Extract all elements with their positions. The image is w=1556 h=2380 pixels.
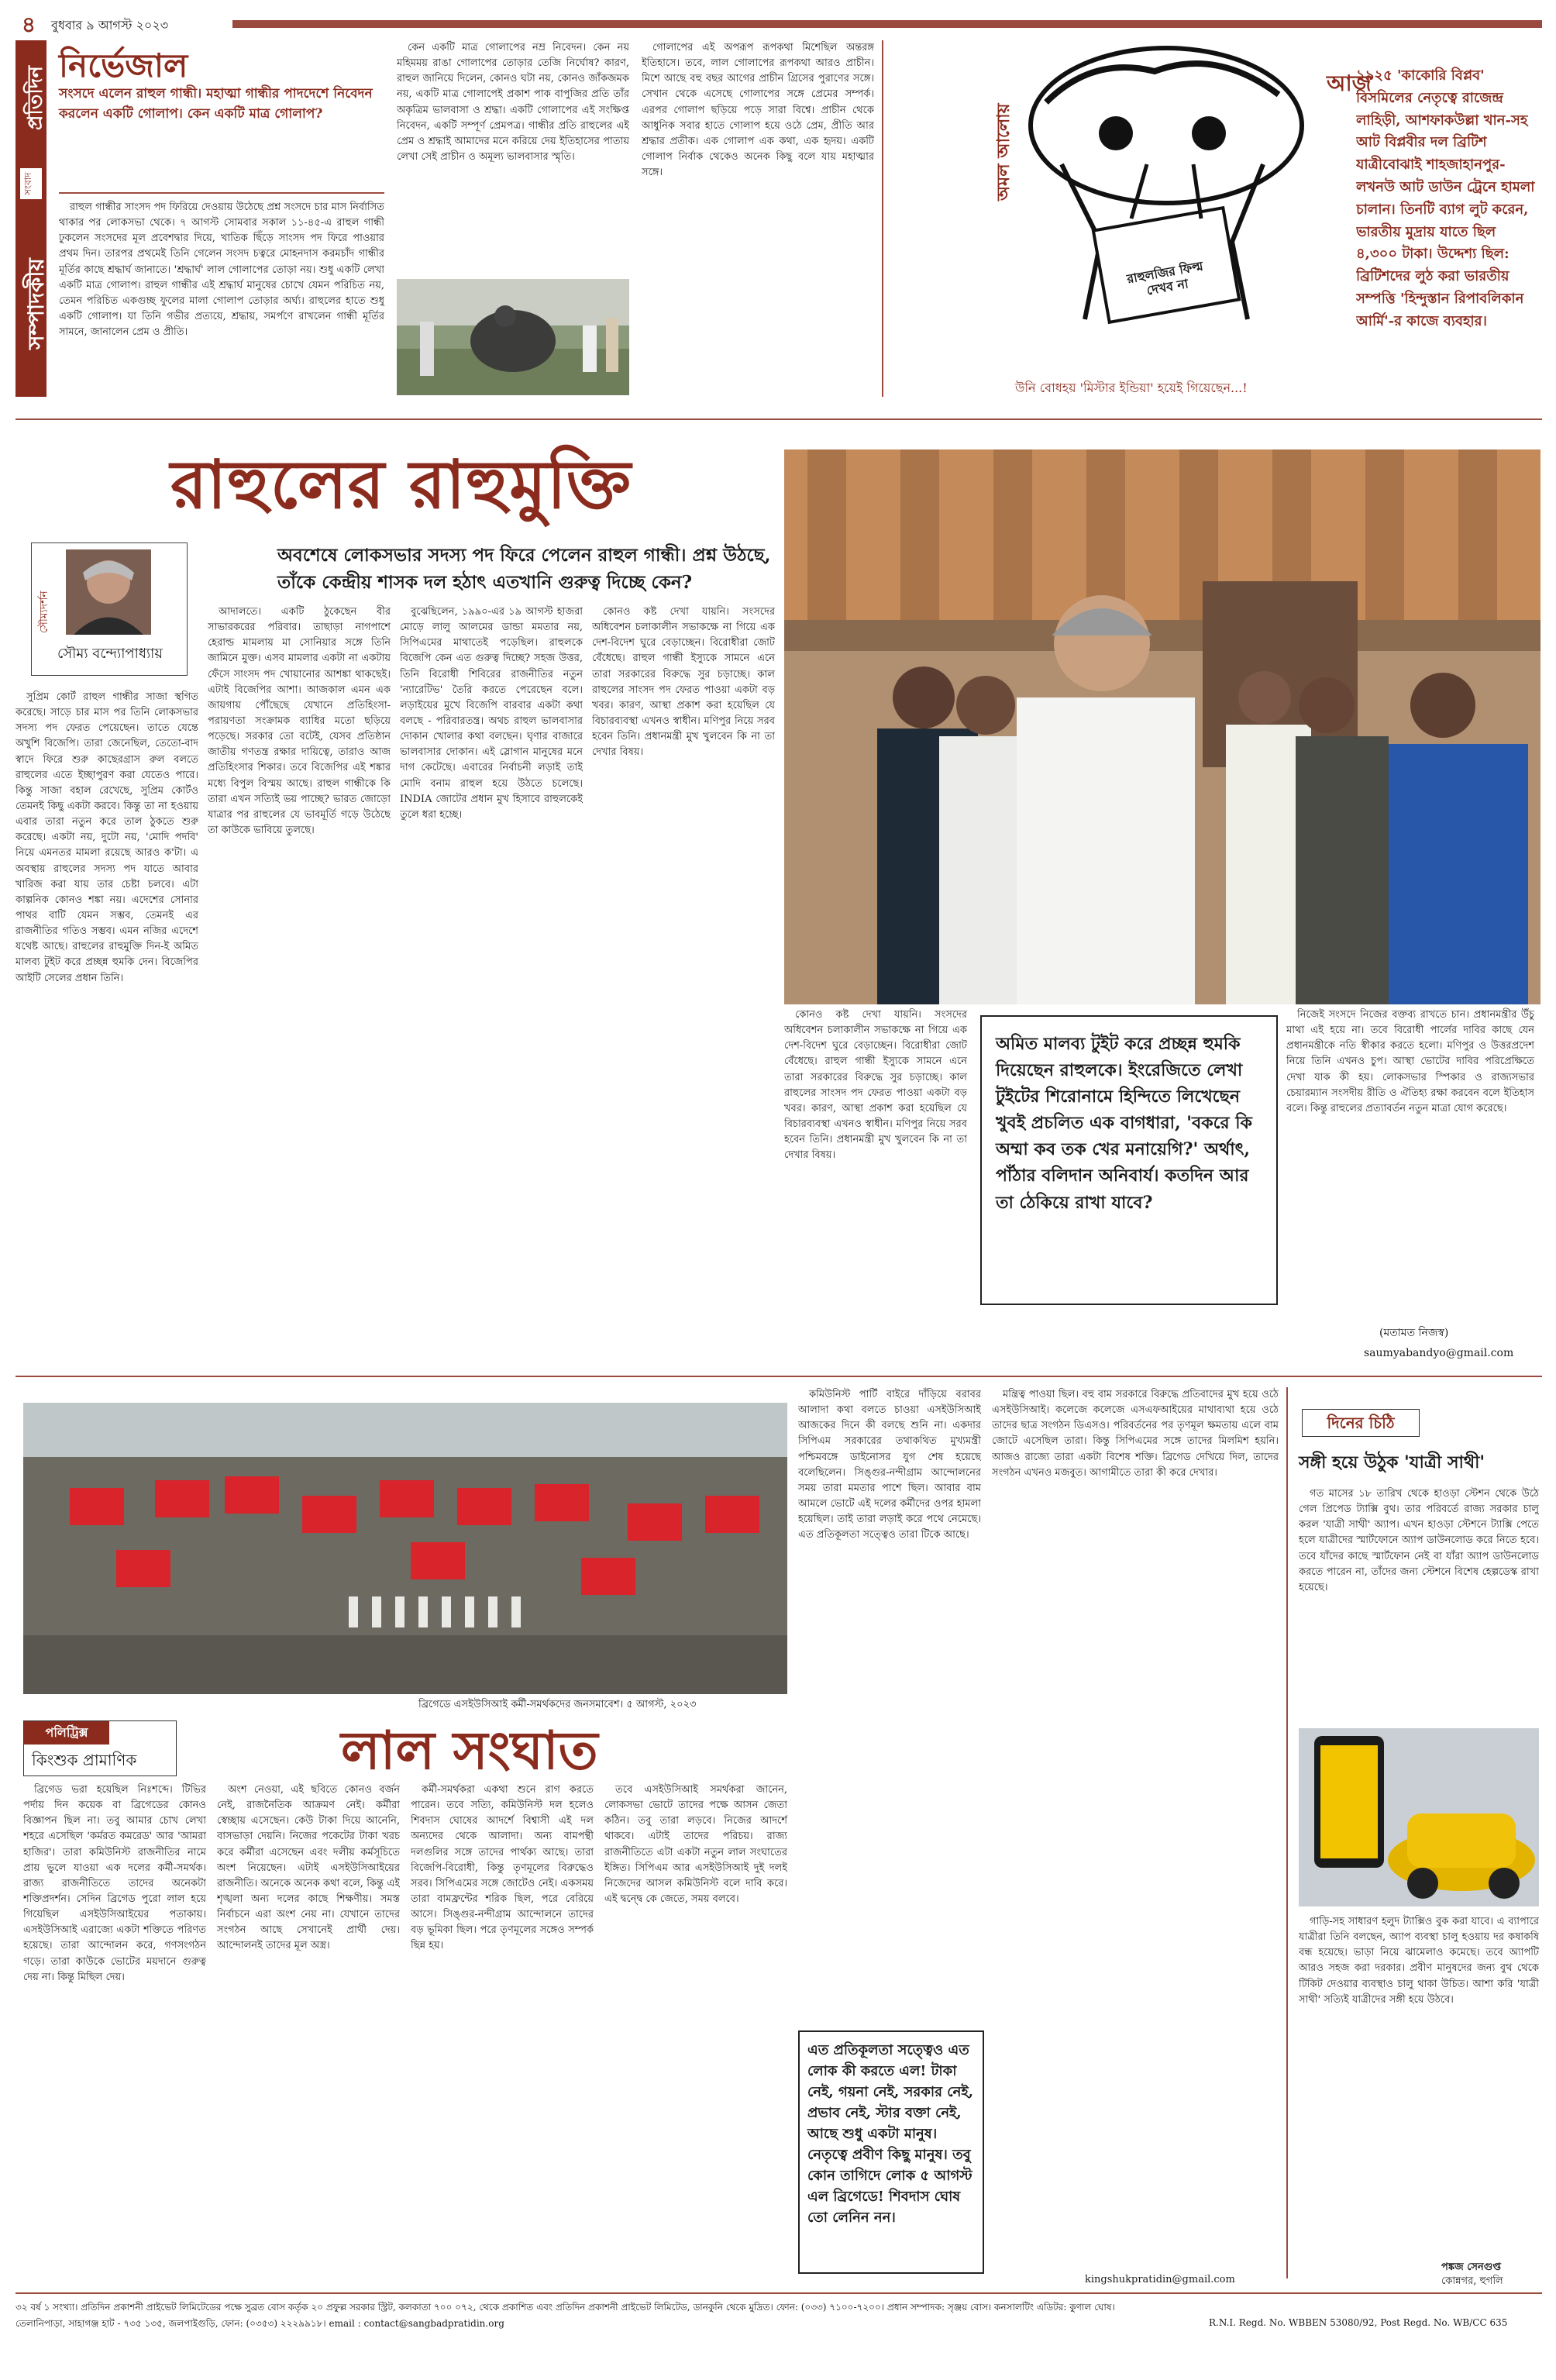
top-rule (232, 20, 1542, 28)
politricks-author: কিংশুক প্রামাণিক (32, 1751, 137, 1769)
editorial-deck: সংসদে এলেন রাহুল গান্ধী। মহাত্মা গান্ধীর পাদদেশে নিবেদন করলেন একটি গোলাপ। কেন একটি মাত্র গোলাপ? (59, 86, 373, 122)
politricks-kicker: পলিট্রিক্স (24, 1721, 109, 1745)
section-band (15, 40, 49, 397)
politricks-col-2: অংশ নেওয়া, এই ছবিতে কোনও বর্জন নেই, রাজনৈতিক আক্রমণ নেই। কর্মীরা স্বেচ্ছায় এসেছেন। কেউ টাকা দিয়ে আনেনি, বাসভাড়া দেয়নি। নিজের পকেটের টাকা খরচ করে কর্মীরা এসেছেন এবং দলীয় কর্মসূচিতে অংশ নিয়েছেন। এটাই এসইউসিআইয়ের রাজনীতি। অনেকে অনেক কথা বলে, কিন্তু এই শৃঙ্খলা অন্য দলের কাছে শিক্ষণীয়। সমস্ত নির্বাচনে এরা অংশ নেয় না। যেখানে তাদের সংগঠন আছে সেখানেই প্রার্থী দেয়। আন্দোলনই তাদের মূল অস্ত্র। (217, 1784, 400, 1952)
cartoon-divider (882, 40, 883, 397)
gandhi-statue-photo (397, 279, 629, 395)
politricks-col-3: কর্মী-সমর্থকরা একথা শুনে রাগ করতে পারেন। তবে সত্যি, কমিউনিস্ট দল হলেও শিবদাস ঘোষের আদর্শে বিশ্বাসী এই দল অন্যদের থেকে আলাদা। অন্য বামপন্থী দলগুলির সঙ্গে তাদের পার্থক্য আছে। তারা বিজেপি-বিরোধী, কিন্তু তৃণমূলের বিরুদ্ধেও সরব। সিপিএমের সঙ্গে জোটেও নেই। একসময় তারা বামফ্রন্টের শরিক ছিল, পরে বেরিয়ে আসে। সিঙ্গুর-নন্দীগ্রাম আন্দোলনে তাদের বড় ভূমিকা ছিল। পরে তৃণমূলের সঙ্গেও সম্পর্ক ছিন্ন হয়। (411, 1784, 594, 1952)
politricks-kicker-box (23, 1720, 177, 1776)
section-rule-2 (15, 1376, 1542, 1377)
footer-regn: R.N.I. Regd. No. WBBEN 53080/92, Post Regd. No. WB/CC 635 (1209, 2317, 1508, 2328)
author-email: saumyabandyo@gmail.com (1364, 1347, 1514, 1359)
today-label: আজ (1327, 71, 1372, 96)
small-badge: সংবাদ (20, 168, 42, 199)
editorial-col-1: রাহুল গান্ধীর সাংসদ পদ ফিরিয়ে দেওয়ায় উঠেছে প্রশ্ন সংসদে চার মাস নির্বাসিত থাকার পর লোকসভা থেকে। ৭ আগস্ট সোমবার সকাল ১১-৪৫-এ রাহুল গান্ধী ঢুকলেন সংসদের মূল প্রবেশদ্বার দিয়ে, খাতিক ছিঁড়ে সাংসদ পদ ফিরে পাওয়ার প্রথম দিন। তারপর প্রথমেই তিনি গেলেন সংসদ চত্বরে মোহনদাস করমচাঁদ গান্ধীর মূর্তির কাছে শ্রদ্ধার্ঘ জানাতে। 'শ্রদ্ধার্ঘ' লাল গোলাপের তোড়া নয়। শুধু একটি লেখা একটি মাত্র গোলাপ। রাহুল গান্ধীর এই শ্রদ্ধার্ঘ মানুষের চোখে যেমন পরিচিত নয়, তেমন পরিচিত একগুচ্ছ ফুলের মালা গোলাপ তোড়ার অর্ঘ্য। রাহুলের হাতে শুধু একটি গোলাপ। যা তিনি গভীর প্রত্যয়ে, শ্রদ্ধায়, সমর্পণে রাখলেন গান্ধী মূর্তির সামনে, জানালেন প্রেম ও প্রীতি। (59, 201, 384, 339)
politricks-headline: লাল সংঘাত (341, 1720, 598, 1782)
politricks-col-5: কমিউনিস্ট পার্টি বাইরে দাঁড়িয়ে বরাবর আলাদা কথা বলতে চাওয়া এসইউসিআই আজকের দিনে কী বলছে শুনি না। একদার সিপিএম সরকারের তথাকথিত মুখ্যমন্ত্রী পশ্চিমবঙ্গে ডাইনোসর যুগ শেষ হয়েছে বলেছিলেন। সিঙ্গুর-নন্দীগ্রাম আন্দোলনের সময় তারা মমতার পাশে ছিল। আবার বাম আমলে ভোটে এই দলের কর্মীদের ওপর হামলা হয়েছিল। তাই তারা লড়াই করে পথে নেমেছে। এত প্রতিকূলতা সত্ত্বেও তারা টিকে আছে। (798, 1389, 981, 1541)
politricks-col-4: তবে এসইউসিআই সমর্থকরা জানেন, লোকসভা ভোটে তাদের পক্ষে আসন জেতা কঠিন। তবু তারা লড়বে। নিজের আদর্শে থাকবে। এটাই তাদের পরিচয়। রাজ্য রাজনীতিতে এটা একটা নতুন লাল সংঘাতের ইঙ্গিত। সিপিএম আর এসইউসিআই দুই দলই নিজেদের আসল কমিউনিস্ট বলে দাবি করে। এই দ্বন্দ্বে কে জেতে, সময় বলবে। (604, 1784, 787, 1905)
gandhi-statue-image (397, 279, 629, 395)
politricks-col-1: ব্রিগেড ভরা হয়েছিল নিঃশব্দে। টিভির পর্দায় দিন কয়েক বা ব্রিগেডের কোনও বিজ্ঞাপন ছিল না। তবু আমার চোখ লেখা শহরে এসেছিল 'কর্মরত কমরেড' আর 'আমরা হাজির'। তারা কমিউনিস্ট রাজনীতির নামে প্রায় ভুলে যাওয়া এক দলের কর্মী-সমর্থক। রাজ্য রাজনীতিতে তাদের অনেকটা শক্তিপ্রদর্শন। সেদিন ব্রিগেড পুরো লাল হয়ে গিয়েছিল এসইউসিআইয়ের পতাকায়। এসইউসিআই এরাজ্যে একটা শক্তিতে পরিণত হয়েছে। তারা আন্দোলন করে, গণসংগঠন গড়ে। তারা কাউকে ভোটের ময়দানে গুরুত্ব দেয় না। কিন্তু মিছিল দেয়। (23, 1784, 206, 1983)
opinion-note: (মতামত নিজস্ব) (1379, 1327, 1449, 1339)
main-headline: রাহুলের রাহুমুক্তি (170, 446, 632, 524)
letters-body-2: গাড়ি-সহ সাধারণ হলুদ ট্যাক্সিও বুক করা যাবে। এ ব্যাপারে যাত্রীরা তিনি বলছেন, অ্যাপ ব্যবস্থা চালু হওয়ায় দর কষাকষি বন্ধ হয়েছে। ভাড়া নিয়ে ঝামেলাও কমেছে। তবে অ্যাপটি আরও সহজ করা দরকার। প্রবীণ মানুষদের জন্য বুথ থেকে টিকিট দেওয়ার ব্যবস্থাও চালু থাকা উচিত। আশা করি 'যাত্রী সাথী' সত্যিই যাত্রীদের সঙ্গী হয়ে উঠবে। (1299, 1916, 1539, 2006)
main-col-1: সুপ্রিম কোর্ট রাহুল গান্ধীর সাজা স্থগিত করেছে। সাড়ে চার মাস পর তিনি লোকসভার সদস্য পদ ফেরত পেয়েছেন। তাতে যেন্তে অখুশি বিজেপি। তারা জেনেছিল, তেতো-বাদ স্বাদে ফিরে শুরু কাছেরগ্রাস রুল বলতে রাহুলের এতে ইচ্ছাপুরণ করা যেতেও পারে। কিন্তু সাজা বহাল রেখেছে, সুপ্রিম কোর্টও তেমনই কিছু একটা করবে। কিন্তু তা না হওয়ায় এবার তারা নতুন করে তাল ঠুকতে শুরু করেছে। একটা নয়, দুটো নয়, 'মোদি পদবি' নিয়ে এমনতর মামলা রয়েছে আরও ক'টা। এ অবস্থায় রাহুলের সদস্য পদ যাতে আবার খারিজ করা যায় তার চেষ্টা চলবে। এটা কাল্পনিক কোনও শঙ্কা নয়। এদেশের সোনার পাথর বাটি যেমন সম্ভব, তেমনই এর রাজনীতির গতিও সম্ভব। এমন নজির এদেশে যথেষ্ট আছে। রাহুলের রাহুমুক্তি দিন-ই অমিত মালব্য টুইট করে প্রচ্ছন্ন হুমকি দেন। বিজেপির আইটি সেলের প্রধান তিনি। (15, 691, 198, 984)
main-col-4: কোনও কষ্ট দেখা যায়নি। সংসদের অধিবেশন চলাকালীন সভাকক্ষে না গিয়ে এক দেশ-বিদেশ ঘুরে বেড়াচ্ছেন। বিরোধীরা জোট বেঁধেছে। রাহুল গান্ধী ইস্যুকে সামনে এনে তারা সরকারের বিরুদ্ধে সুর চড়াচ্ছে। কাল রাহুলের সাংসদ পদ ফেরত পাওয়া একটা বড় খবর। কারণ, আস্থা প্রকাশ করা হয়েছিল যে বিচারব্যবস্থা এখনও স্বাধীন। মণিপুর নিয়ে সরব হবেন তিনি। প্রধানমন্ত্রী মুখ খুলবেন কি না তা দেখার বিষয়। (592, 606, 775, 759)
author-box: সৌম্যদর্শন সৌম্য বন্দ্যোপাধ্যায় (31, 542, 188, 676)
rally-image (23, 1403, 787, 1694)
main-pull-quote: অমিত মালব্য টুইট করে প্রচ্ছন্ন হুমকি দিয়েছেন রাহুলকে। ইংরেজিতে লেখা টুইটের শিরোনামে হিন্দিতে লিখেছেন খুবই প্রচলিত এক বাগধারা, 'বকরে কি অম্মা কব তক খের মনায়েগি?' অর্থাৎ, পাঁঠার বলিদান অনিবার্য। কতদিন আর তা ঠেকিয়ে রাখা যাবে? (980, 1015, 1278, 1305)
author-avatar (66, 549, 151, 635)
letters-divider (1286, 1387, 1288, 2278)
section-rule-1 (15, 418, 1542, 420)
brigade-rally-photo (23, 1403, 787, 1694)
cartoon-sign-text: রাহুলজির ফিল্ম দেখব না (1125, 258, 1204, 298)
rahul-gandhi-photo (784, 449, 1541, 1004)
rally-photo-caption: ব্রিগেডে এসইউসিআই কর্মী-সমর্থকদের জনসমাবেশ। ৫ আগস্ট, ২০২৩ (418, 1699, 697, 1710)
letters-kicker: দিনের চিঠি (1302, 1409, 1420, 1437)
cartoon-box (1015, 40, 1317, 397)
taxi-image (1299, 1728, 1539, 1906)
footer-imprint-1: ৩২ বর্ষ ১ সংখ্যা। প্রতিদিন প্রকাশনী প্রাইভেট লিমিটেডের পক্ষে সুব্রত বোস কর্তৃক ২০ প্রফুল্ল সরকার স্ট্রিট, কলকাতা ৭০০ ০৭২, থেকে প্রকাশিত এবং প্রতিদিন প্রকাশনী প্রাইভেট লিমিটেড, ডানকুনি থেকে মুদ্রিত। ফোন: (০৩৩) ৭১০০-৭২০০। প্রধান সম্পাদক: সৃঞ্জয় বোস। কনসালটিং এডিটর: কুণাল ঘোষ। (15, 2302, 1115, 2313)
cartoon-vertical-label: অমল আলোয় (993, 103, 1014, 201)
letters-signature: পঙ্কজ সেনগুপ্ত (1441, 2261, 1501, 2273)
letters-body-1: গত মাসের ১৮ তারিখ থেকে হাওড়া স্টেশন থেকে উঠে গেল প্রিপেড ট্যাক্সি বুথ। তার পরিবর্তে রাজ্য সরকার চালু করল 'যাত্রী সাথী' অ্যাপ। এখন হাওড়া স্টেশনে ট্যাক্সি পেতে হলে যাত্রীদের স্মার্টফোনে অ্যাপ ডাউনলোড করে নিতে হবে। তবে যাঁদের কাছে স্মার্টফোন নেই বা যাঁরা অ্যাপ ডাউনলোড করতে পারেন না, তাঁদের জন্য স্টেশনে বিশেষ হেল্পডেস্ক রাখা হয়েছে। (1299, 1488, 1539, 1593)
issue-date: বুধবার ৯ আগস্ট ২০২৩ (51, 18, 169, 33)
politricks-col-6: মন্ত্রিত্ব পাওয়া ছিল। বহু বাম সরকারে বিরুদ্ধে প্রতিবাদের মুখ হয়ে ওঠে এসইউসিআই। কলেজে কলেজে এসএফআইয়ের মাথাব্যথা হয়ে ওঠে তাদের ছাত্র সংগঠন ডিএসও। পরিবর্তনের পর তৃণমূল ক্ষমতায় এলে বাম জোটে এসেছিল তারা। কিন্তু সিপিএমের সঙ্গে তাদের মিলমিশ হয়নি। আজও রাজ্যে তারা একটা বিশেষ শক্তি। ব্রিগেড দেখিয়ে দিল, তাদের সংগঠন এখনও মজবুত। আগামীতে তারা কী করে দেখার। (992, 1389, 1279, 1479)
letters-place: কোন্নগর, হুগলি (1441, 2275, 1503, 2287)
politricks-pull-quote: এত প্রতিকূলতা সত্ত্বেও এত লোক কী করতে এল! টাকা নেই, গয়না নেই, সরকার নেই, প্রভাব নেই, স্টার বক্তা নেই, আছে শুধু একটা মানুষ। নেতৃত্বে প্রবীণ কিছু মানুষ। তবু কোন তাগিদে লোক ৫ আগস্ট এল ব্রিগেডে! শিবদাস ঘোষ তো লেনিন নন। (798, 2030, 984, 2274)
cartoon-caption: উনি বোধহয় 'মিস্টার ইন্ডিয়া' হয়েই গিয়েছেন...! (1015, 381, 1248, 395)
footer-rule (15, 2292, 1542, 2294)
politricks-email: kingshukpratidin@gmail.com (1085, 2274, 1235, 2285)
page-number: ৪ (15, 14, 42, 36)
section-label: সম্পাদকীয় (23, 258, 49, 350)
main-col-2: আদালতে। একটি ঠুকেছেন বীর সাভারকরের পরিবার। তাছাড়া নাগপাশে হেরাল্ড মামলায় মা সোনিয়ার সঙ্গে তিনি জামিনে মুক্ত। এসব মামলার একটা না একটায় ফেঁসে সাংসদ পদ খোয়ানোর আশঙ্কা থাকছেই। এটাই বিজেপির আশা। আজকাল এমন এক জায়গায় পৌঁছেছে যেখানে প্রতিহিংসা-পরায়ণতা সংক্রামক ব্যাধির মতো ছড়িয়ে পড়েছে। সরকার তো বটেই, যেসব প্রতিষ্ঠান জাতীয় গণতন্ত্র রক্ষার দায়িত্বে, তারাও আজ প্রতিহিংসার শিকার। তবে বিজেপির এই শঙ্কার মধ্যে বিপুল বিস্ময় আছে। রাহুল গান্ধীকে কি তারা এখন সত্যিই ভয় পাচ্ছে? ভারত জোড়ো যাত্রার পর রাহুলের যে ভাবমূর্তি গড়ে উঠেছে তা কাউকে ভাবিয়ে তুলছে। (208, 606, 391, 836)
rahul-gandhi-image (784, 449, 1541, 1004)
taxi-app-photo (1299, 1728, 1539, 1906)
editorial-col-3: গোলাপের এই অপরূপ রূপকথা মিশেছিল অন্তরঙ্গ ইতিহাসে। তবে, লাল গোলাপের রূপকথা আরও প্রাচীন। মিশে আছে বহু বছর আগের প্রাচীন গ্রিসের পুরাণের সঙ্গে। সেখান থেকে এসেছে গোলাপের সঙ্গে প্রেমের সম্পর্ক। এরপর গোলাপ ছড়িয়ে পড়ে সারা বিশ্বে। প্রাচীন থেকে আধুনিক সবার হাতে গোলাপ হয়ে ওঠে প্রেম, প্রীতি আর শ্রদ্ধার প্রতীক। এক গোলাপ এক কথা, এক হৃদয়। একটি গোলাপ নির্বাক থেকেও অনেক কিছু বলে যায় মহাত্মার সঙ্গে। (642, 42, 874, 179)
main-deck: অবশেষে লোকসভার সদস্য পদ ফিরে পেলেন রাহুল গান্ধী। প্রশ্ন উঠছে, তাঁকে কেন্দ্রীয় শাসক দল হঠাৎ এতখানি গুরুত্ব দিচ্ছে কেন? (277, 545, 771, 593)
main-col-4b: কোনও কষ্ট দেখা যায়নি। সংসদের অধিবেশন চলাকালীন সভাকক্ষে না গিয়ে এক দেশ-বিদেশ ঘুরে বেড়াচ্ছেন। বিরোধীরা জোট বেঁধেছে। রাহুল গান্ধী ইস্যুকে সামনে এনে তারা সরকারের বিরুদ্ধে সুর চড়াচ্ছে। কাল রাহুলের সাংসদ পদ ফেরত পাওয়া একটা বড় খবর। কারণ, আস্থা প্রকাশ করা হয়েছিল যে বিচারব্যবস্থা এখনও স্বাধীন। মণিপুর নিয়ে সরব হবেন তিনি। প্রধানমন্ত্রী মুখ খুলবেন কি না তা দেখার বিষয়। (784, 1009, 967, 1162)
main-col-3: বুঝেছিলেন, ১৯৯০-এর ১৯ আগস্ট হাজরা মোড়ে লালু আলমের ডান্ডা মমতার নয়, সিপিএমের মাথাতেই পড়েছিল। রাহুলকে বিজেপি কেন এত গুরুত্ব দিচ্ছে? সহজ উত্তর, তিনি বিরোধী শিবিরের রাজনীতির নতুন 'ন্যারেটিভ' তৈরি করতে পেরেছেন বলে। লড়াইয়ের মুখে বিজেপি বারবার একটা কথা বলছে - পরিবারতন্ত্র। অথচ রাহুল ভালবাসার দোকান খোলার কথা বলছেন। ঘৃণার বাজারে ভালবাসার দোকান। এই স্লোগান মানুষের মনে দাগ কেটেছে। এবারের নির্বাচনী লড়াই তাই মোদি বনাম রাহুল হয়ে উঠতে চলেছে। INDIA জোটের প্রধান মুখ হিসাবে রাহুলকেই তুলে ধরা হচ্ছে। (400, 606, 583, 821)
cartoon-drawing (1015, 40, 1317, 374)
letters-headline: সঙ্গী হয়ে উঠুক 'যাত্রী সাথী' (1299, 1452, 1485, 1472)
editorial-col-2: কেন একটি মাত্র গোলাপের নম্র নিবেদন। কেন নয় মহিমময় রাঙা গোলাপের তোড়ার তেজি নির্ঘোষ? কারণ, রাহুল জানিয়ে দিলেন, কোনও ঘটা নয়, কোনও জাঁকজমক নয়, একটি মাত্র গোলাপেই প্রকাশ পাক বাপুজির প্রতি তাঁর অকৃত্রিম ভালবাসা ও শ্রদ্ধা। একটি গোলাপের এই সংক্ষিপ্ত নিবেদন, একটি সম্পূর্ণ প্রেমপত্র। গান্ধীর প্রতি রাহুলের এই প্রেম ও শ্রদ্ধাই আমাদের মনে করিয়ে দেয় ইতিহাসের পাতায় লেখা সেই প্রাচীন ও অমূল্য ভালবাসার স্মৃতি। (397, 42, 629, 163)
editorial-title: নির্ভেজাল (59, 46, 188, 84)
masthead (15, 12, 1542, 37)
paper-name: প্রতিদিন (24, 66, 47, 131)
footer-imprint-2: তেলানিপাড়া, সাহাগঞ্জ হাট - ৭৩৫ ১৩৫, জলপাইগুড়ি, ফোন: (০৩৫৩) ২২২৯৯১৮। email : contact@sangbadpratidin.org (15, 2318, 504, 2329)
today-text: ১৯২৫ 'কাকোরি বিপ্লব' বিসমিলের নেতৃত্বে রাজেন্দ্র লাহিড়ী, আশফাকউল্লা খান-সহ আট বিপ্লবীর দল ব্রিটিশ যাত্রীবোঝাই শাহজাহানপুর-লখনউ আট ডাউন ট্রেনে হামলা চালান। তিনটি ব্যাগ লুট করেন, ভারতীয় মুদ্রায় যাতে ছিল ৪,৩০০ টাকা। উদ্দেশ্য ছিল: ব্রিটিশদের লুঠ করা ভারতীয় সম্পত্তি 'হিন্দুস্তান রিপাবলিকান আর্মি'-র কাজে ব্যবহার। (1356, 67, 1535, 329)
author-name: সৌম্য বন্দ্যোপাধ্যায় (57, 646, 163, 662)
editorial-divider (59, 192, 384, 194)
main-col-5: নিজেই সংসদে নিজের বক্তব্য রাখতে চান। প্রধানমন্ত্রীর উঁচু মাথা এই হয়ে না। তবে বিরোধী পার্লের দাবির কাছে যেন প্রধানমন্ত্রীকে নতি স্বীকার করতে হলো। মণিপুর ও উত্তরপ্রদেশ নিয়ে তিনি এখনও চুপ। আস্থা ভোটের দাবির পরিপ্রেক্ষিতে দেখা যাক কী হয়। লোকসভার স্পিকার ও রাজ্যসভার চেয়ারম্যান সংসদীয় রীতি ও ঐতিহ্য রক্ষা করবেন বলে ইতিহাস বলে। কিন্তু রাহুলের প্রত্যাবর্তন নতুন মাত্রা যোগ করেছে। (1286, 1009, 1534, 1114)
